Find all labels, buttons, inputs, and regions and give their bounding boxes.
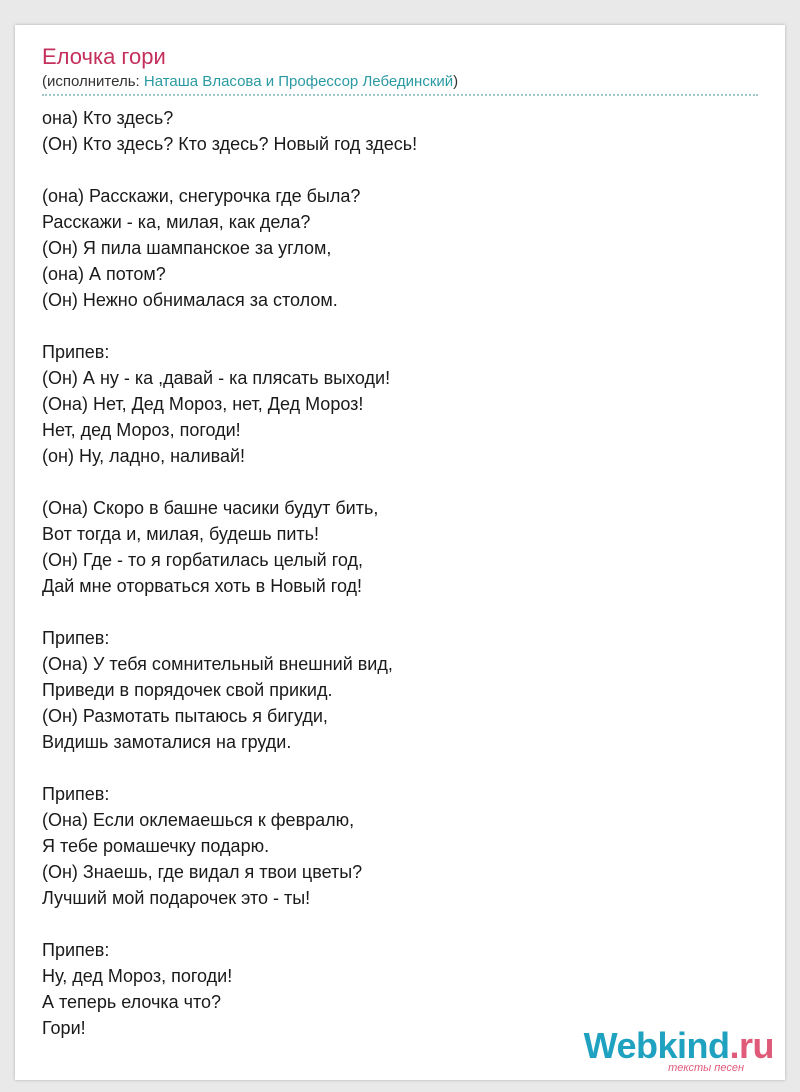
lyric-line: (она) Расскажи, снегурочка где была? bbox=[42, 186, 361, 206]
stanza bbox=[42, 937, 417, 1041]
lyric-line: (Она) Нет, Дед Мороз, нет, Дед Мороз! bbox=[42, 394, 364, 414]
lyric-line: Приведи в порядочек свой прикид. bbox=[42, 680, 333, 700]
lyric-line: (Он) А ну - ка ,давай - ка плясать выходи! bbox=[42, 368, 391, 388]
lyric-line: Припев: bbox=[42, 784, 110, 804]
stanza bbox=[42, 105, 417, 157]
lyrics-body bbox=[42, 105, 417, 1041]
lyric-line: (Он) Размотать пытаюсь я бигуди, bbox=[42, 706, 328, 726]
webkind-logo-text bbox=[583, 1025, 774, 1066]
stanza bbox=[42, 625, 417, 755]
stanza bbox=[42, 339, 417, 469]
lyric-line: (Он) Где - то я горбатилась целый год, bbox=[42, 550, 363, 570]
lyric-line: Дай мне оторваться хоть в Новый год! bbox=[42, 576, 363, 596]
lyric-line: Припев: bbox=[42, 342, 110, 362]
lyric-line: Нет, дед Мороз, погоди! bbox=[42, 420, 241, 440]
lyric-line: Припев: bbox=[42, 628, 110, 648]
lyric-line: (Он) Знаешь, где видал я твои цветы? bbox=[42, 862, 363, 882]
lyric-line: она) Кто здесь? bbox=[42, 108, 174, 128]
lyric-line: (Он) Нежно обнималася за столом. bbox=[42, 290, 338, 310]
lyric-line: Расскажи - ка, милая, как дела? bbox=[42, 212, 311, 232]
logo-subtitle: тексты песен bbox=[668, 1062, 744, 1074]
stanza bbox=[42, 183, 417, 313]
lyric-line: (Он) Я пила шампанское за углом, bbox=[42, 238, 332, 258]
webkind-logo bbox=[583, 1025, 774, 1074]
lyric-line: (Она) Если оклемаешься к февралю, bbox=[42, 810, 355, 830]
lyric-line: Видишь замоталися на груди. bbox=[42, 732, 292, 752]
performer-prefix: (исполнитель: bbox=[42, 73, 144, 90]
lyric-line: Лучший мой подарочек это - ты! bbox=[42, 888, 311, 908]
lyric-line: Я тебе ромашечку подарю. bbox=[42, 836, 270, 856]
lyric-line: (Она) У тебя сомнительный внешний вид, bbox=[42, 654, 393, 674]
song-title: Елочка гори bbox=[42, 44, 166, 69]
lyric-line: (Она) Скоро в башне часики будут бить, bbox=[42, 498, 379, 518]
stanza bbox=[42, 781, 417, 911]
logo-tld: .ru bbox=[729, 1025, 774, 1066]
lyric-line: Гори! bbox=[42, 1018, 86, 1038]
performer-link[interactable]: Наташа Власова и Профессор Лебединский bbox=[143, 73, 454, 90]
lyric-line: (он) Ну, ладно, наливай! bbox=[42, 446, 246, 466]
logo-brand: Webkind bbox=[583, 1025, 730, 1066]
lyric-line: Ну, дед Мороз, погоди! bbox=[42, 966, 233, 986]
lyric-line: Вот тогда и, милая, будешь пить! bbox=[42, 524, 320, 544]
performer-line bbox=[42, 73, 458, 90]
stanza bbox=[42, 495, 417, 599]
lyric-line: Припев: bbox=[42, 940, 110, 960]
lyric-line: (Он) Кто здесь? Кто здесь? Новый год здесь! bbox=[42, 134, 418, 154]
title-divider bbox=[42, 94, 758, 96]
lyric-line: (она) А потом? bbox=[42, 264, 166, 284]
performer-suffix: ) bbox=[453, 73, 459, 90]
lyric-line: А теперь елочка что? bbox=[42, 992, 222, 1012]
